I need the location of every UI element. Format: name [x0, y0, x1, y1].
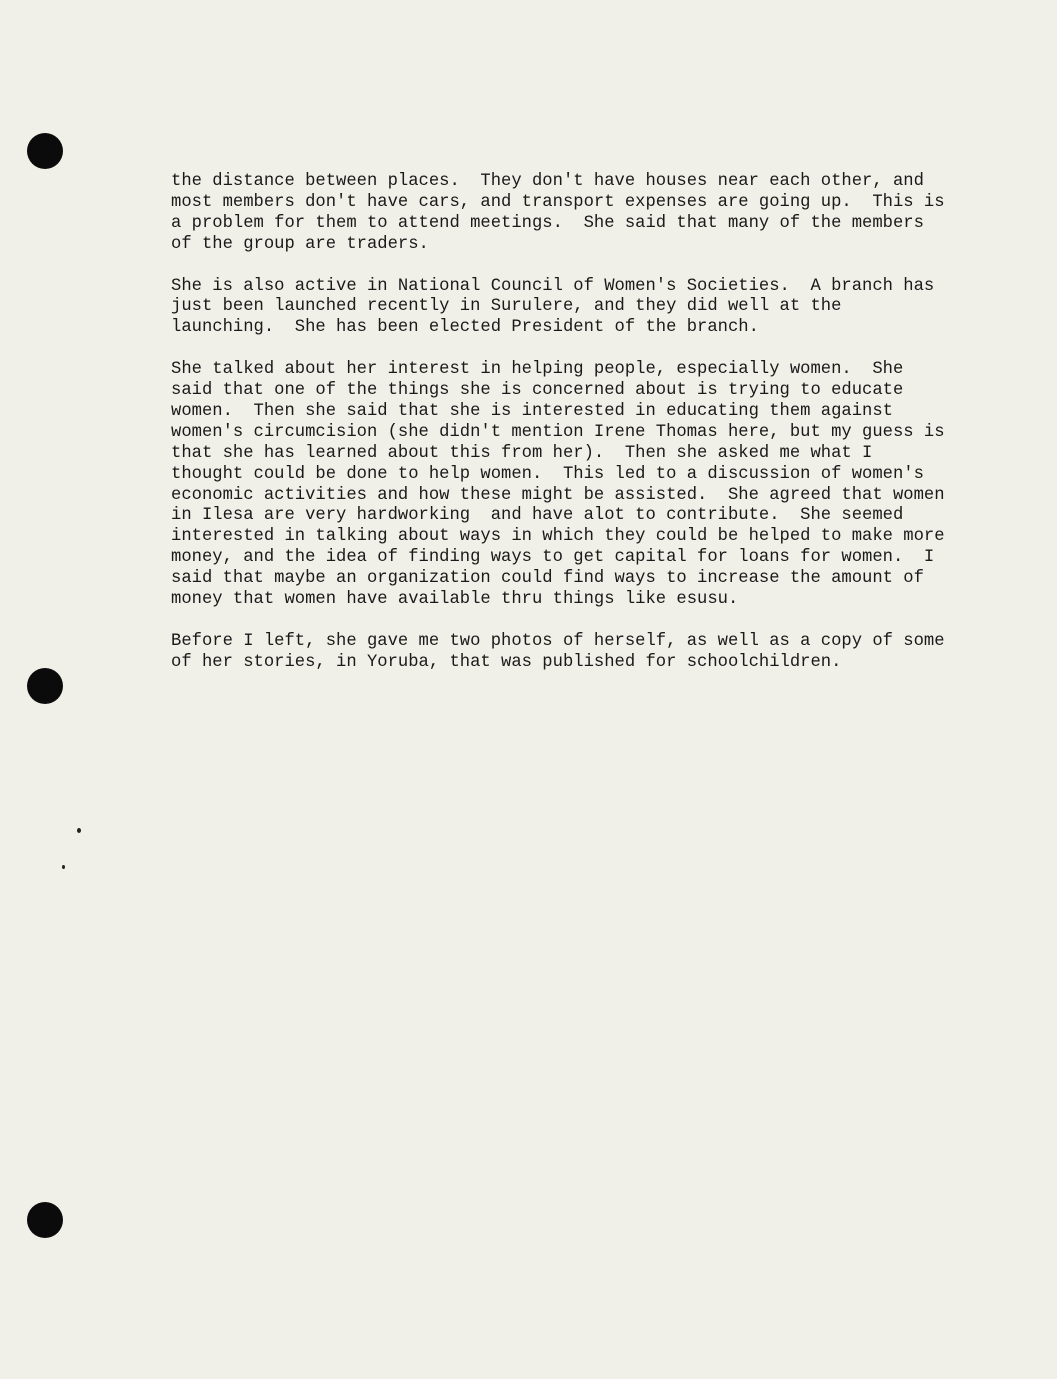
paragraph-3	[171, 360, 971, 611]
punch-hole-top	[27, 133, 63, 169]
paragraph-1	[171, 172, 971, 256]
text-line: the distance between places. They don't have houses near each other, and	[171, 172, 924, 191]
text-line: She talked about her interest in helping people, especially women. She	[171, 360, 904, 380]
text-line: of the group are traders.	[171, 234, 429, 254]
text-line: said that one of the things she is concerned about is trying to educate	[171, 381, 904, 401]
text-line: that she has learned about this from her). Then she asked me what I	[171, 443, 873, 463]
paragraph-2	[171, 277, 971, 340]
paper-speck	[62, 865, 65, 869]
document-body	[171, 172, 971, 695]
text-line: a problem for them to attend meetings. She said that many of the members	[171, 213, 924, 233]
text-line: She is also active in National Council of Women's Societies. A branch has	[171, 276, 935, 296]
text-line: said that maybe an organization could find ways to increase the amount of	[171, 569, 924, 589]
text-line: economic activities and how these might be assisted. She agreed that women	[171, 485, 945, 505]
text-line: of her stories, in Yoruba, that was published for schoolchildren.	[171, 652, 842, 672]
text-line: in Ilesa are very hardworking and have alot to contribute. She seemed	[171, 506, 904, 526]
text-line: launching. She has been elected President of the branch.	[171, 318, 759, 338]
text-line: just been launched recently in Surulere, and they did well at the	[171, 297, 842, 317]
paper-speck	[77, 828, 81, 833]
punch-hole-middle	[27, 668, 63, 704]
text-line: money that women have available thru things like esusu.	[171, 590, 739, 610]
text-line: interested in talking about ways in which they could be helped to make more	[171, 527, 945, 547]
text-line: thought could be done to help women. This led to a discussion of women's	[171, 464, 924, 484]
text-line: Before I left, she gave me two photos of herself, as well as a copy of some	[171, 631, 945, 651]
punch-hole-bottom	[27, 1202, 63, 1238]
text-line: women. Then she said that she is interested in educating them against	[171, 401, 893, 421]
text-line: most members don't have cars, and transport expenses are going up. This is	[171, 192, 945, 212]
text-line: money, and the idea of finding ways to get capital for loans for women. I	[171, 548, 935, 568]
text-line: women's circumcision (she didn't mention Irene Thomas here, but my guess is	[171, 422, 945, 442]
paragraph-4	[171, 632, 971, 674]
